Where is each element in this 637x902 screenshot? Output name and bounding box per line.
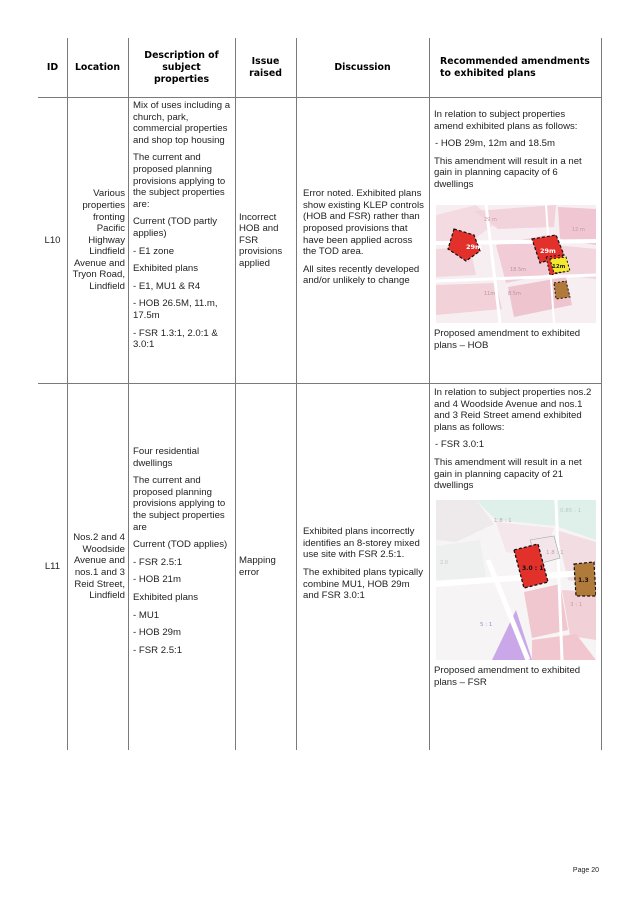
description-current: The current and proposed planning provisions applying to the subject properties are [133, 475, 226, 533]
col-divider [235, 38, 236, 750]
header-description: Description of subject properties [144, 50, 219, 85]
recommended-caption: Proposed amendment to exhibited plans – FSR [434, 665, 581, 688]
row-discussion [303, 98, 425, 383]
col-divider [601, 38, 602, 750]
map-label: 3.0 : 1 [522, 565, 544, 572]
description-exhibited-item: - E1, MU1 & R4 [133, 280, 201, 292]
row-location-text: Nos.2 and 4 Woodside Avenue and nos.1 and 3 Reid Street, Lindfield [73, 532, 125, 602]
description-current-heading: Current (TOD partly applies) [133, 216, 218, 239]
map-label: 1.8 : 1 [546, 550, 564, 556]
description-current-item: - E1 zone [133, 245, 175, 257]
map-label: 12 m [572, 227, 585, 233]
fsr-amendment-map [436, 500, 596, 660]
map-label: 3 : 1 [570, 602, 583, 608]
map-label: 1.3 [578, 577, 589, 584]
description-exhibited-item: - HOB 26.5M, 11.m, 17.5m [133, 298, 218, 321]
recommended-intro: In relation to subject properties amend exhibited plans as follows: [434, 109, 578, 132]
description-current-item: - FSR 2.5:1 [133, 556, 183, 568]
header-discussion: Discussion [334, 62, 391, 73]
header-id: ID [46, 62, 59, 73]
map-label: 29m [466, 243, 482, 251]
row-issue [239, 98, 294, 383]
map-label: 8.5m [508, 291, 521, 297]
description-intro: Four residential dwellings [133, 446, 200, 469]
header-recommended: Recommended amendments to exhibited plans [440, 56, 590, 79]
map-label: 5 : 1 [480, 622, 493, 628]
row-recommended [434, 109, 596, 197]
row-issue-text: Mapping error [239, 555, 276, 578]
recommended-item: - FSR 3.0:1 [435, 439, 485, 451]
row-recommended [434, 387, 596, 498]
discussion-paragraph: All sites recently developed and/or unlikely to change [303, 263, 420, 287]
header-location: Location [74, 62, 121, 73]
row-location-text: Various properties fronting Pacific Highway Lindfield Avenue and Tryon Road, Lindfield [72, 188, 125, 293]
col-divider [67, 38, 68, 750]
map-label: 1.8 : 1 [494, 518, 512, 524]
row-id [38, 98, 67, 383]
description-exhibited-item: - HOB 29m [133, 627, 181, 639]
col-divider [128, 38, 129, 750]
recommended-item: - HOB 29m, 12m and 18.5m [435, 138, 555, 150]
row-id [38, 384, 67, 750]
row-location [70, 384, 125, 750]
map-label: 29m [540, 247, 556, 255]
row-id-text: L10 [44, 234, 61, 246]
description-current-item: - HOB 21m [133, 574, 181, 586]
description-current-heading: Current (TOD applies) [133, 539, 228, 551]
recommended-outcome: This amendment will result in a net gain in planning capacity of 21 dwellings [434, 456, 582, 492]
map-label: 11m [484, 291, 496, 297]
map-label: 18.5m [510, 267, 527, 273]
description-exhibited-item: - FSR 1.3:1, 2.0:1 & 3.0:1 [133, 327, 218, 351]
row-issue-text: Incorrect HOB and FSR provisions applied [239, 211, 283, 269]
recommended-caption: Proposed amendment to exhibited plans – HOB [434, 328, 581, 351]
page-number: Page 20 [572, 867, 599, 874]
row-id-text: L11 [44, 561, 61, 573]
row-discussion [303, 384, 425, 750]
description-exhibited-item: - FSR 2.5:1 [133, 644, 183, 656]
description-current: The current and proposed planning provisions applying to the subject properties are: [133, 152, 226, 210]
recommended-outcome: This amendment will result in a net gain in planning capacity of 6 dwellings [434, 155, 582, 190]
recommended-intro: In relation to subject properties nos.2 and 4 Woodside Avenue and nos.1 and 3 Reid Street amend exhibited plans as follows: [434, 387, 592, 433]
discussion-paragraph: Exhibited plans incorrectly identifies an 8-storey mixed use site with FSR 2.5:1. [303, 526, 420, 561]
discussion-paragraph: The exhibited plans typically combine MU1, HOB 29m and FSR 3.0:1 [303, 567, 423, 602]
map-label: 2.0 [440, 560, 448, 566]
row-description [133, 446, 233, 662]
description-exhibited-heading: Exhibited plans [133, 263, 199, 275]
col-divider [429, 38, 430, 750]
hob-amendment-map [436, 205, 596, 323]
map-label: 0.85 : 1 [560, 508, 582, 514]
map-label: 29 m [484, 217, 497, 223]
description-exhibited-heading: Exhibited plans [133, 591, 199, 603]
description-exhibited-item: - MU1 [133, 609, 160, 621]
row-location [70, 98, 125, 383]
row-description [133, 100, 233, 357]
header-issue: Issue raised [249, 56, 282, 79]
description-intro: Mix of uses including a church, park, commercial properties and shop top housing [133, 100, 231, 146]
col-divider [296, 38, 297, 750]
map-label: 12m [552, 264, 566, 270]
row-issue [239, 384, 294, 750]
discussion-paragraph: Error noted. Exhibited plans show existing KLEP controls (HOB and FSR) rather than proposed provisions that have been applied across the TOD area. [303, 188, 424, 258]
